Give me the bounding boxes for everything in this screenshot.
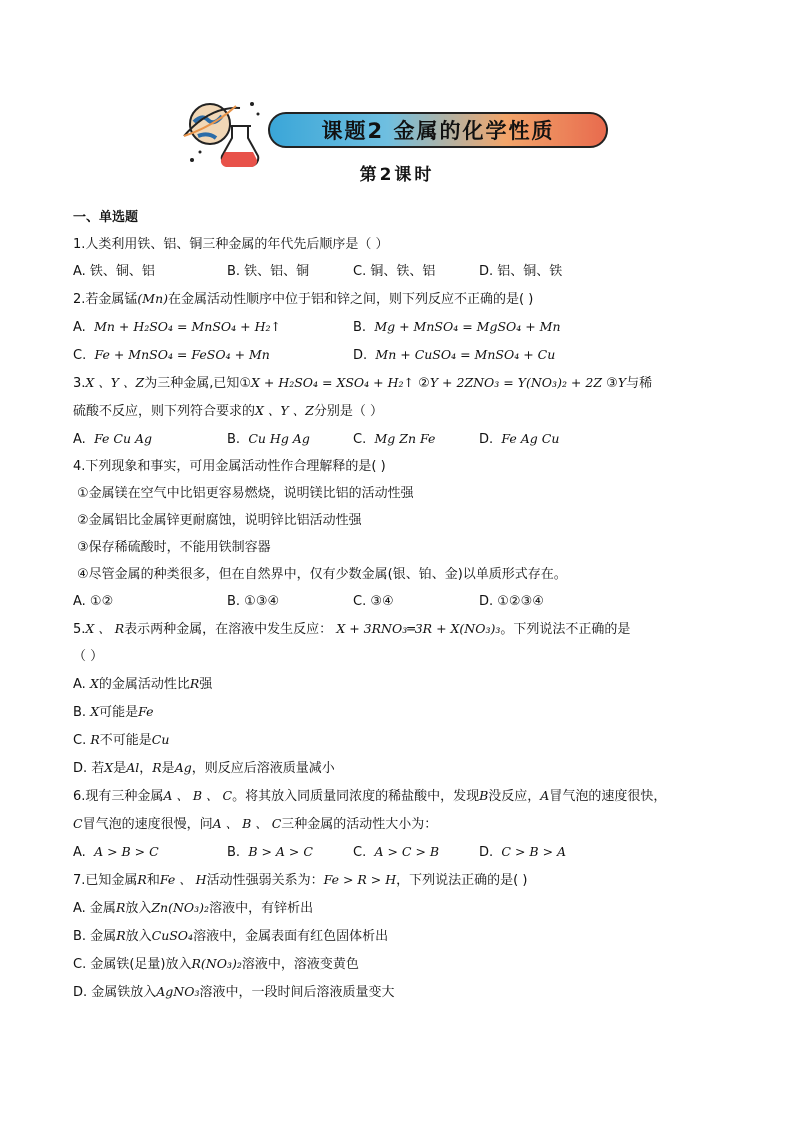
q6-math: C — [73, 816, 83, 831]
option-text: 不可能是 — [99, 733, 152, 748]
q5-math: X + 3RNO₃═3R + X(NO₃)₃ — [336, 621, 501, 636]
q6-option-b[interactable] — [227, 838, 353, 866]
option-text: 可能是 — [99, 705, 139, 720]
q4-option-a[interactable]: A. ①② — [73, 594, 114, 609]
q4-stem: 4.下列现象和事实，可用金属活动性作合理解释的是( ) — [73, 459, 386, 474]
lesson-title: 课题2 金属的化学性质 — [321, 119, 555, 143]
option-text: 溶液中，溶液变黄色 — [241, 957, 359, 972]
q7-math: Fe 、 H — [159, 872, 207, 887]
option-text: A. — [73, 677, 90, 692]
option-math: Cu — [151, 732, 170, 747]
option-math: Fe + MnSO₄ = FeSO₄ + Mn — [94, 347, 270, 362]
option-label: D. — [479, 845, 494, 860]
option-math: Cu Hg Ag — [248, 431, 310, 446]
q2-option-d[interactable] — [353, 341, 555, 369]
option-math: B > A > C — [248, 844, 313, 859]
q6-option-c[interactable] — [353, 838, 479, 866]
q3-text: ③ — [602, 376, 618, 391]
option-text: D. 金属铁放入 — [73, 985, 157, 1000]
option-label: B. — [227, 432, 241, 447]
q2-option-b[interactable] — [353, 313, 561, 341]
option-label: A. — [73, 845, 86, 860]
option-math: Ag — [174, 760, 192, 775]
option-text: ， — [139, 761, 153, 776]
q5-option-a[interactable] — [73, 670, 733, 698]
q6-math: A 、 B 、 C — [163, 788, 233, 803]
q3-option-c[interactable] — [353, 425, 479, 453]
q1-options — [73, 258, 733, 285]
option-math: Fe Ag Cu — [501, 431, 560, 446]
option-math: Al — [126, 760, 140, 775]
q1-option-c[interactable]: C. 铜、铁、铝 — [353, 264, 436, 279]
q5-option-c[interactable] — [73, 726, 733, 754]
q3-option-d[interactable] — [479, 425, 559, 453]
q2-option-c[interactable] — [73, 341, 353, 369]
q1-stem: 1.人类利用铁、铝、铜三种金属的年代先后顺序是（ ） — [73, 237, 389, 252]
q3-stem-line2 — [73, 397, 733, 425]
option-math: R(NO₃)₂ — [191, 956, 242, 971]
option-text: C. 金属铁(足量)放入 — [73, 957, 192, 972]
q1-option-a[interactable]: A. 铁、铜、铝 — [73, 264, 155, 279]
q2-option-a[interactable] — [73, 313, 353, 341]
q6-option-a[interactable] — [73, 838, 227, 866]
q6-text: 冒气泡的速度很快， — [549, 789, 667, 804]
q4-options — [73, 588, 733, 615]
q6-text: 。将其放入同质量同浓度的稀盐酸中，发现 — [232, 789, 480, 804]
option-text: 是 — [161, 761, 175, 776]
q5-option-b[interactable] — [73, 698, 733, 726]
q6-text: 没反应， — [488, 789, 541, 804]
option-math: C > B > A — [501, 844, 567, 859]
q3-text: 分别是（ ） — [313, 404, 383, 419]
option-label: C. — [353, 432, 367, 447]
option-math: Mn + H₂SO₄ = MnSO₄ + H₂↑ — [94, 319, 281, 334]
option-math: R — [115, 900, 126, 915]
q2-stem-text: 2.若金属锰 — [73, 292, 138, 307]
q7-option-b[interactable] — [73, 922, 733, 950]
lesson-subtitle: 第2课时 — [359, 165, 435, 185]
q5-text: 表示两种金属，在溶液中发生反应： — [124, 622, 333, 637]
option-text: ，则反应后溶液质量减小 — [191, 761, 335, 776]
option-math: R — [189, 676, 200, 691]
q3-text: 硫酸不反应，则下列符合要求的 — [73, 404, 256, 419]
option-math: Fe — [138, 704, 154, 719]
q4-option-b[interactable]: B. ①③④ — [227, 594, 280, 609]
option-math: X — [89, 676, 99, 691]
q5-text: 。下列说法不正确的是 — [500, 622, 631, 637]
option-label: A. — [73, 320, 86, 335]
q7-math: Fe > R > H — [323, 872, 397, 887]
option-text: A. 金属 — [73, 901, 116, 916]
option-math: Zn(NO₃)₂ — [151, 900, 210, 915]
q7-stem — [73, 866, 733, 894]
q6-text: 三种金属的活动性大小为： — [281, 817, 438, 832]
q2-options-row2 — [73, 341, 733, 369]
option-text: B. — [73, 705, 91, 720]
option-math: Mn + CuSO₄ = MnSO₄ + Cu — [375, 347, 556, 362]
q5-text: 5. — [73, 622, 86, 637]
q7-math: R — [137, 872, 147, 887]
lesson-title-banner — [268, 112, 608, 148]
q3-text: 为三种金属,已知① — [144, 376, 251, 391]
option-text: B. 金属 — [73, 929, 117, 944]
option-text: 溶液中，一段时间后溶液质量变大 — [199, 985, 395, 1000]
option-text: 强 — [199, 677, 213, 692]
q2-options-row1 — [73, 313, 733, 341]
q3-math: Y + 2ZNO₃ = Y(NO₃)₂ + 2Z — [429, 375, 603, 390]
option-label: B. — [353, 320, 367, 335]
option-math: CuSO₄ — [151, 928, 194, 943]
q3-math: X 、Y 、Z — [255, 403, 314, 418]
option-math: R — [116, 928, 126, 943]
option-label: D. — [353, 348, 368, 363]
option-math: R — [90, 732, 100, 747]
q3-options — [73, 425, 733, 453]
q5-math: X 、 R — [85, 621, 125, 636]
q4-item-2: ②金属铝比金属锌更耐腐蚀，说明锌比铝活动性强 — [77, 513, 362, 528]
q6-options — [73, 838, 733, 866]
q4-option-c[interactable]: C. ③④ — [353, 594, 394, 609]
q5-stem-line1 — [73, 615, 733, 643]
q3-math: X 、Y 、Z — [85, 375, 145, 390]
option-math: A > B > C — [94, 844, 159, 859]
option-text: 溶液中，有锌析出 — [209, 901, 314, 916]
q1-option-b[interactable]: B. 铁、铝、铜 — [227, 264, 310, 279]
q6-math: A 、 B 、 C — [212, 816, 282, 831]
option-math: Fe Cu Ag — [94, 431, 153, 446]
q3-option-a[interactable] — [73, 425, 227, 453]
q2-stem-math: (Mn) — [137, 291, 169, 306]
q3-math: X + H₂SO₄ = XSO₄ + H₂↑ — [251, 375, 415, 390]
q2-stem-text: 在金属活动性顺序中位于铝和锌之间，则下列反应不正确的是( ) — [168, 292, 534, 307]
question-list — [73, 204, 733, 1006]
option-math: A > C > B — [374, 844, 440, 859]
option-label: A. — [73, 432, 86, 447]
q6-stem-line2 — [73, 810, 733, 838]
option-label: D. — [479, 432, 494, 447]
q3-option-b[interactable] — [227, 425, 353, 453]
q3-text: 3. — [73, 376, 86, 391]
q7-option-c[interactable] — [73, 950, 733, 978]
q3-math: Y — [617, 375, 627, 390]
q6-text: 冒气泡的速度很慢，问 — [82, 817, 213, 832]
q7-text: ，下列说法正确的是( ) — [396, 873, 528, 888]
q4-option-d[interactable]: D. ①②③④ — [479, 594, 544, 609]
option-label: B. — [227, 845, 241, 860]
option-label: C. — [73, 348, 87, 363]
q5-option-d[interactable] — [73, 754, 733, 782]
q4-item-3: ③保存稀硫酸时，不能用铁制容器 — [77, 540, 271, 555]
q1-option-d[interactable]: D. 铝、铜、铁 — [479, 264, 563, 279]
option-text: 放入 — [125, 929, 152, 944]
q7-text: 活动性强弱关系为： — [206, 873, 324, 888]
option-text: D. 若 — [73, 761, 105, 776]
option-text: 的金属活动性比 — [98, 677, 190, 692]
q4-item-1: ①金属镁在空气中比铝更容易燃烧，说明镁比铝的活动性强 — [77, 486, 414, 501]
q7-option-d[interactable] — [73, 978, 733, 1006]
q6-option-d[interactable] — [479, 838, 566, 866]
q7-text: 和 — [146, 873, 160, 888]
q6-math: B — [479, 788, 489, 803]
option-math: Mg Zn Fe — [374, 431, 436, 446]
q3-text: 与稀 — [626, 376, 653, 391]
option-text: 溶液中，金属表面有红色固体析出 — [193, 929, 389, 944]
option-math: X — [104, 760, 114, 775]
q7-text: 7.已知金属 — [73, 873, 138, 888]
option-label: C. — [353, 845, 367, 860]
q6-math: A — [540, 788, 550, 803]
option-math: AgNO₃ — [156, 984, 200, 999]
option-text: C. — [73, 733, 91, 748]
q4-item-4: ④尽管金属的种类很多，但在自然界中，仅有少数金属(银、铂、金)以单质形式存在。 — [77, 567, 567, 582]
q3-stem-line1 — [73, 369, 733, 397]
option-text: 是 — [113, 761, 127, 776]
q3-text: ② — [414, 376, 430, 391]
q6-text: 6.现有三种金属 — [73, 789, 164, 804]
q2-stem — [73, 285, 733, 313]
option-math: R — [152, 760, 162, 775]
q6-stem-line1 — [73, 782, 733, 810]
option-math: X — [90, 704, 100, 719]
q5-stem-line2: （ ） — [73, 649, 104, 664]
section-title: 一、单选题 — [73, 210, 139, 225]
option-math: Mg + MnSO₄ = MgSO₄ + Mn — [374, 319, 561, 334]
option-text: 放入 — [125, 901, 152, 916]
q7-option-a[interactable] — [73, 894, 733, 922]
